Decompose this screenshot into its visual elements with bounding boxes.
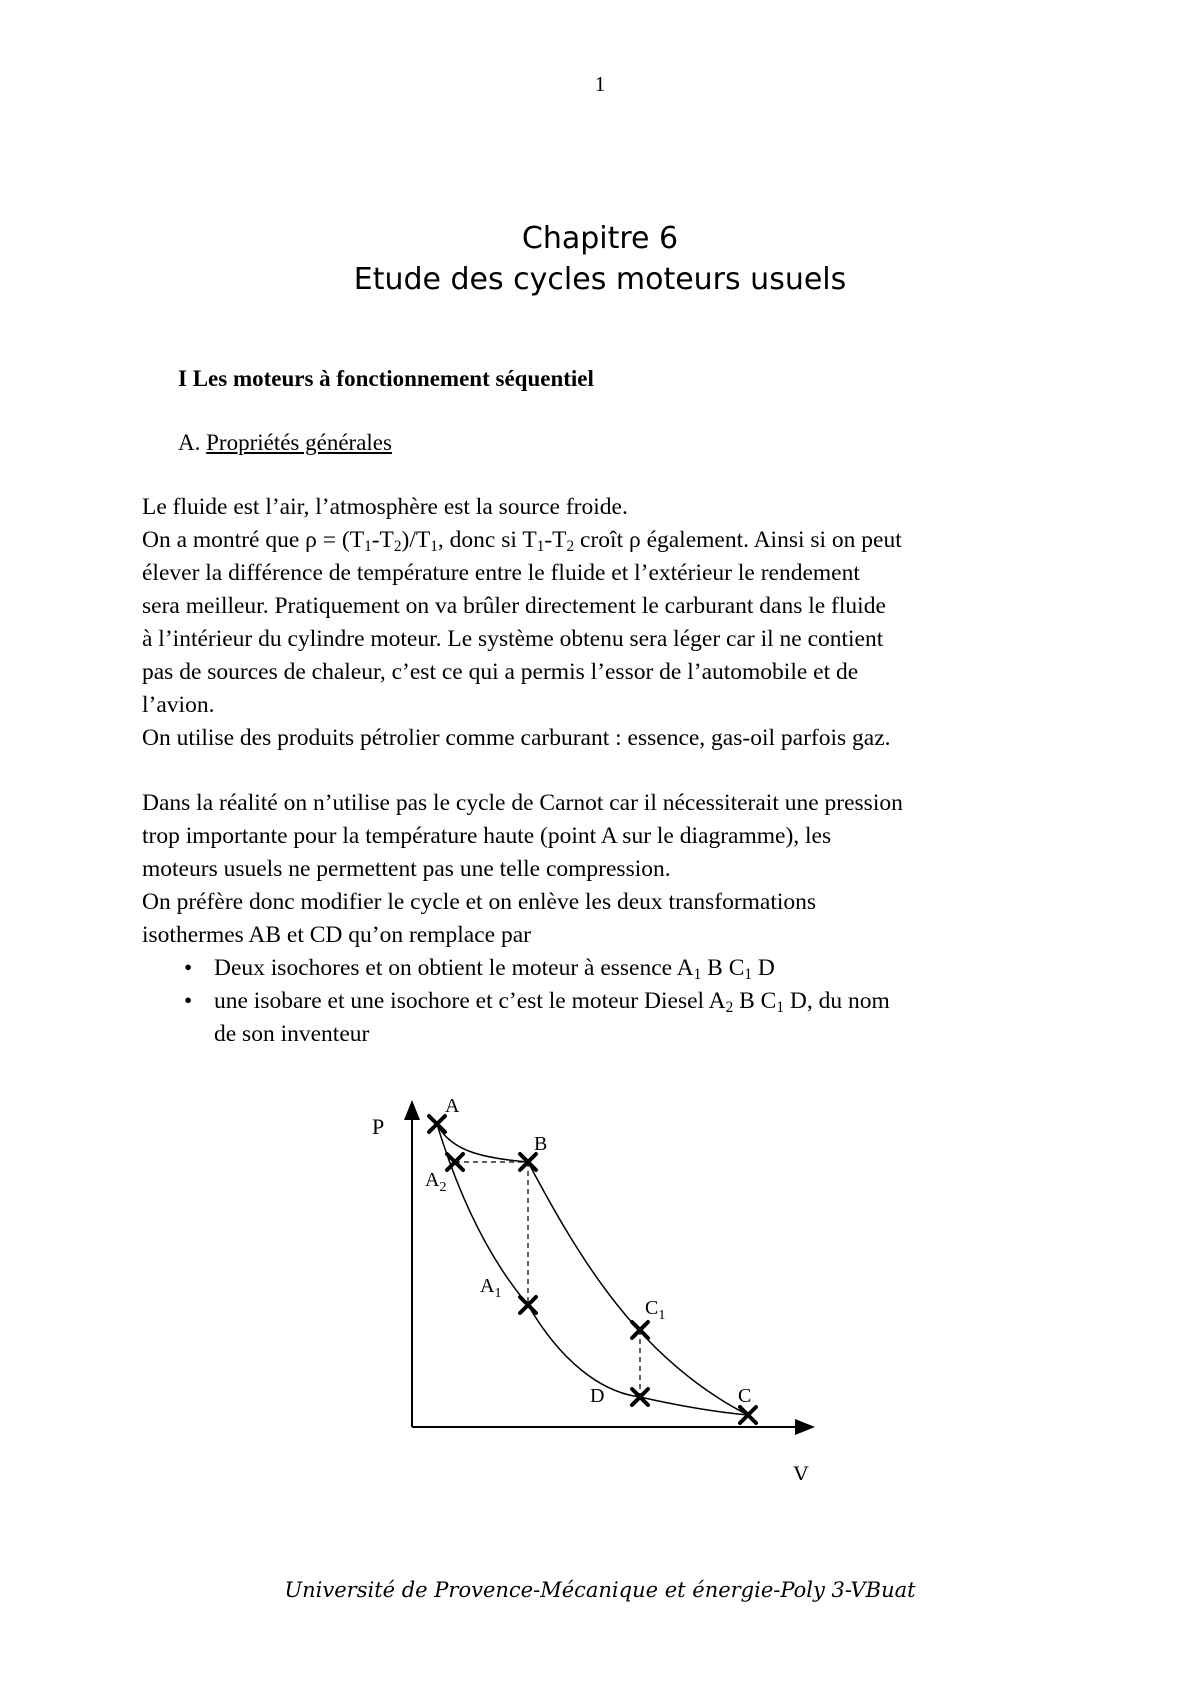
- section-heading: I Les moteurs à fonctionnement séquentiel: [178, 366, 594, 391]
- text-line: moteurs usuels ne permettent pas une telle compression.: [142, 856, 671, 882]
- chapter-name: Etude des cycles moteurs usuels: [353, 262, 847, 297]
- point-a-cross-icon: [429, 1116, 445, 1132]
- bullet-icon: •: [184, 955, 193, 981]
- text-line: élever la différence de température entre le fluide et l’extérieur le rendement: [142, 560, 860, 586]
- list-item-continuation: de son inventeur: [214, 1021, 370, 1047]
- text-line: pas de sources de chaleur, c’est ce qui a permis l’essor de l’automobile et de: [142, 659, 859, 685]
- point-label-c1: $C_1$: [645, 1297, 666, 1323]
- curve-adiabat-b-c: [528, 1162, 748, 1415]
- pv-diagram: [360, 1080, 820, 1480]
- text-line: sera meilleur. Pratiquement on va brûler directement le carburant dans le fluide: [142, 593, 886, 619]
- axis-label-v: V: [793, 1461, 809, 1480]
- x-axis-arrowhead: [795, 1419, 815, 1435]
- footer: Université de Provence-Mécanique et énergie-Poly 3-VBuat: [284, 1578, 916, 1602]
- text-line: à l’intérieur du cylindre moteur. Le système obtenu sera léger car il ne contient: [142, 626, 884, 652]
- point-label-b: B: [534, 1133, 548, 1155]
- text-line: trop importante pour la température haute (point A sur le diagramme), les: [142, 823, 832, 849]
- text-line: Le fluide est l’air, l’atmosphère est la source froide.: [142, 494, 628, 520]
- text-line: isothermes AB et CD qu’on remplace par: [142, 922, 531, 948]
- subsection-heading: [178, 430, 392, 456]
- paragraph-general: [142, 491, 1102, 755]
- subsection-marker: A.: [178, 430, 207, 455]
- point-label-a1: $A_1$: [480, 1275, 502, 1301]
- bullet-list: [142, 952, 890, 1051]
- point-label-c: C: [738, 1385, 752, 1407]
- efficiency-formula-line: On a montré que $\rho = (T_1-T_2)/T_1$, donc si $T_1-T_2$ croît ρ également. Ainsi si on peut: [142, 527, 902, 555]
- y-axis-arrowhead: [404, 1100, 420, 1120]
- point-d-cross-icon: [632, 1389, 648, 1405]
- paragraph-carnot: [142, 787, 1102, 952]
- point-label-d: D: [590, 1385, 605, 1407]
- point-label-a2: $A_2$: [425, 1169, 447, 1195]
- point-c1-cross-icon: [632, 1322, 648, 1338]
- list-item: • Deux isochores et on obtient le moteur à essence $A_1$ B $C_1$ D: [142, 952, 890, 985]
- chapter-number: Chapitre 6: [521, 221, 679, 256]
- bullet-icon: •: [184, 988, 193, 1014]
- axis-label-p: P: [372, 1114, 385, 1139]
- subsection-title: Propriétés générales: [206, 430, 392, 455]
- page-number: 1: [594, 72, 606, 96]
- text-line: l’avion.: [142, 692, 215, 718]
- list-item: • une isobare et une isochore et c’est le moteur Diesel $A_2$ B $C_1$ D, du nom: [142, 985, 890, 1018]
- point-label-a: A: [445, 1095, 460, 1117]
- text-line: Dans la réalité on n’utilise pas le cycle de Carnot car il nécessiterait une pression: [142, 790, 903, 816]
- chapter-title: [0, 218, 1200, 300]
- curve-a1-d: [528, 1305, 640, 1397]
- text-line: On utilise des produits pétrolier comme carburant : essence, gas-oil parfois gaz.: [142, 725, 891, 751]
- text-line: On préfère donc modifier le cycle et on enlève les deux transformations: [142, 889, 817, 915]
